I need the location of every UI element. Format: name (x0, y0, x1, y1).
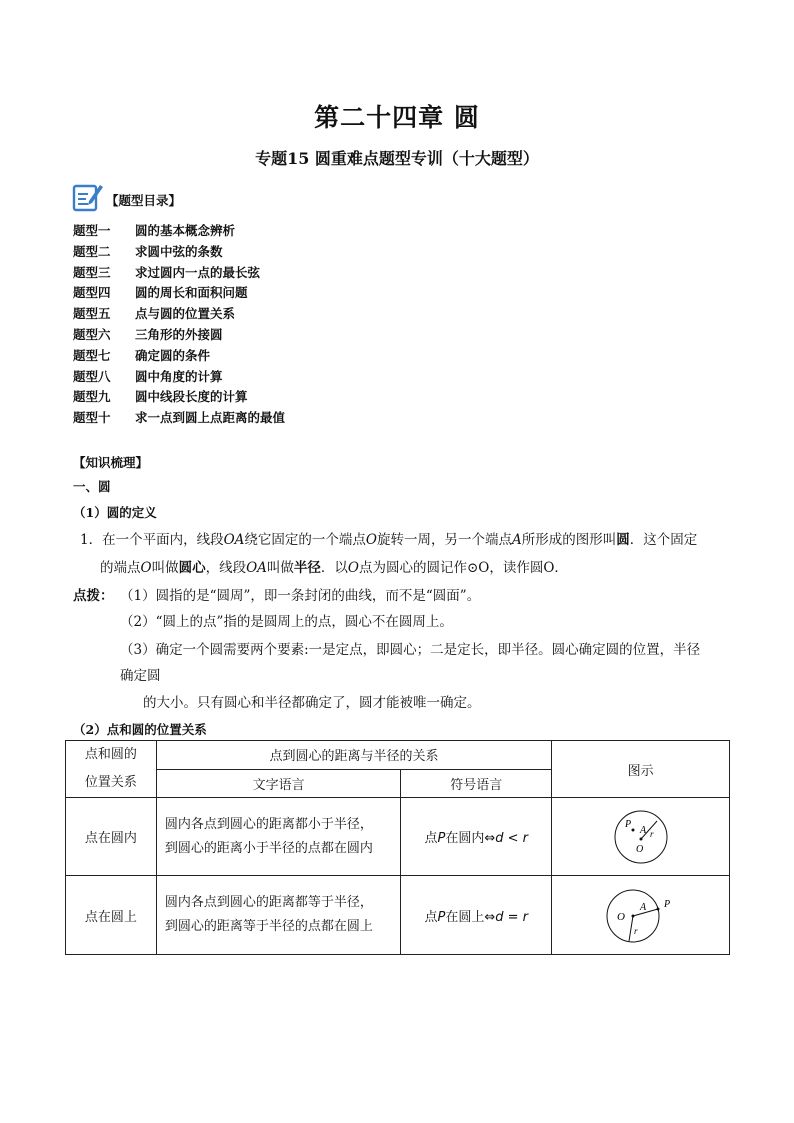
text-language-cell: 圆内各点到圆心的距离都小于半径， 到圆心的距离小于半径的点都在圆内 (156, 798, 401, 876)
toc-item: 题型八 圆中角度的计算 (73, 368, 223, 384)
toc-heading: 【题型目录】 (106, 193, 182, 208)
table-row (66, 798, 730, 876)
header-text-language: 文字语言 (156, 769, 401, 798)
edit-note-icon (72, 181, 104, 213)
svg-text:O: O (635, 843, 643, 855)
svg-text:P: P (624, 818, 631, 830)
svg-text:A: A (639, 824, 646, 836)
knowledge-heading: 【知识梳理】 (73, 455, 149, 470)
definition-line-1: 1．在一个平面内，线段OA绕它固定的一个端点O旋转一周，另一个端点A所形成的图形叫圆．这个固定 (80, 532, 698, 548)
svg-text:P: P (663, 899, 670, 910)
toc-item: 题型十 求一点到圆上点距离的最值 (73, 410, 286, 426)
svg-text:r: r (633, 926, 638, 936)
symbol-language-cell: 点P在圆上⇔d = r (401, 876, 552, 955)
toc-item: 题型六 三角形的外接圆 (73, 326, 223, 342)
figure-cell (552, 876, 730, 955)
note-item-continued: 确定圆 (120, 668, 161, 684)
toc-list (73, 221, 285, 429)
note-item: （3）确定一个圆需要两个要素:一是定点，即圆心；二是定长，即半径。圆心确定圆的位置，半径 (120, 642, 701, 658)
header-symbol-language: 符号语言 (401, 769, 552, 798)
note-item-continued: 的大小。只有圆心和半径都确定了，圆才能被唯一确定。 (143, 695, 481, 711)
toc-item: 题型五 点与圆的位置关系 (73, 306, 236, 322)
note-item: （1）圆指的是“圆周”，即一条封闭的曲线，而不是“圆面”。 (120, 588, 481, 604)
svg-text:A: A (639, 902, 646, 913)
point-circle-relation-table (65, 740, 730, 955)
toc-item: 题型三 求过圆内一点的最长弦 (73, 264, 261, 280)
toc-item: 题型一 圆的基本概念辨析 (73, 223, 236, 238)
point-inside-circle-figure (609, 805, 673, 869)
section-heading: 一、圆 (73, 479, 111, 494)
chapter-title: 第二十四章 圆 (314, 103, 480, 132)
svg-text:O: O (616, 911, 625, 923)
text-language-cell: 圆内各点到圆心的距离都等于半径， 到圆心的距离等于半径的点都在圆上 (156, 876, 401, 955)
figure-cell (552, 798, 730, 876)
page-subtitle: 专题15 圆重难点题型专训（十大题型） (255, 149, 539, 168)
toc-item: 题型四 圆的周长和面积问题 (73, 285, 248, 301)
table-row (66, 876, 730, 955)
header-distance-group: 点到圆心的距离与半径的关系 (156, 741, 551, 770)
relation-cell: 点在圆上 (66, 876, 157, 955)
toc-item: 题型七 确定圆的条件 (73, 347, 211, 363)
subsection-heading: （2）点和圆的位置关系 (73, 722, 207, 737)
definition-line-2: 的端点O叫做圆心，线段OA叫做半径．以O点为圆心的圆记作⊙O，读作圆O． (100, 560, 568, 576)
note-label: 点拨： (73, 588, 114, 604)
header-relation: 点和圆的 位置关系 (66, 741, 157, 798)
header-figure: 图示 (552, 741, 730, 798)
svg-text:r: r (649, 828, 654, 839)
subsection-heading: （1）圆的定义 (73, 505, 157, 520)
toc-item: 题型二 求圆中弦的条数 (73, 243, 223, 259)
symbol-language-cell: 点P在圆内⇔d < r (401, 798, 552, 876)
note-item: （2）“圆上的点”指的是圆周上的点，圆心不在圆周上。 (120, 614, 453, 630)
toc-item: 题型九 圆中线段长度的计算 (73, 389, 248, 405)
point-on-circle-figure (601, 882, 681, 948)
relation-cell: 点在圆内 (66, 798, 157, 876)
